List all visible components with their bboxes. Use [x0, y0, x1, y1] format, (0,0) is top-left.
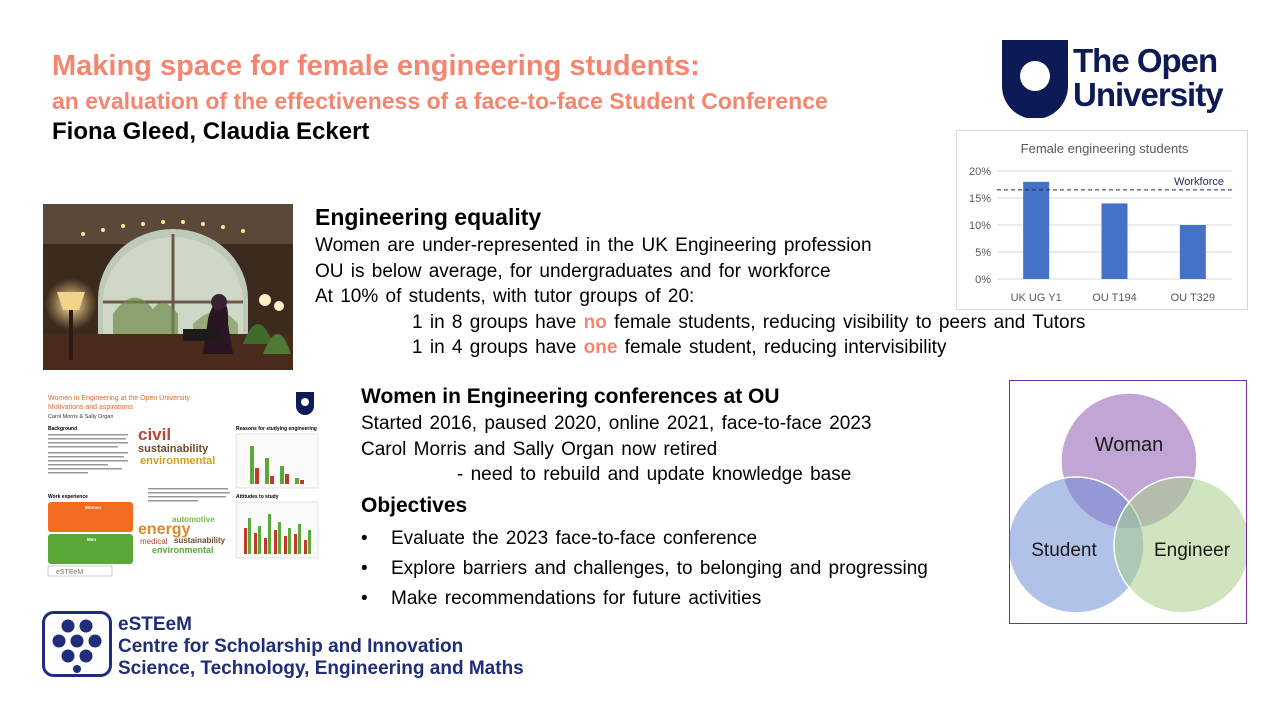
- page-subtitle: an evaluation of the effectiveness of a face-to-face Student Conference: [52, 88, 828, 114]
- conferences-line-1: Started 2016, paused 2020, online 2021, face-to-face 2023: [361, 413, 872, 434]
- bullet-2-emphasis: one: [583, 337, 618, 358]
- photo-woman-at-window: [43, 204, 293, 370]
- bullet-2-pre: 1 in 4 groups have: [412, 337, 584, 358]
- bullet-2-post: female student, reducing intervisibility: [617, 337, 947, 358]
- page-title: Making space for female engineering students:: [52, 50, 700, 82]
- equality-bullet-2: [315, 335, 1085, 361]
- venn-label-woman: Woman: [1094, 434, 1164, 456]
- chart-ytick-label: 10%: [968, 220, 991, 232]
- chart-title: Female engineering students: [1020, 141, 1189, 156]
- objective-item: [361, 524, 928, 554]
- poster-word-sustainability: sustainability: [138, 443, 209, 455]
- objective-text: Make recommendations for future activities: [391, 587, 762, 609]
- engineering-equality-heading: Engineering equality: [315, 204, 542, 230]
- bullet-1-post: female students, reducing visibility to peers and Tutors: [606, 311, 1086, 333]
- poster-word-sustainability-2: sustainability: [174, 536, 226, 545]
- esteem-centre: Centre for Scholarship and Innovation: [118, 636, 464, 657]
- bullet-icon: •: [361, 587, 368, 609]
- chart-ytick-label: 0%: [975, 274, 991, 286]
- bullet-1-emphasis: no: [583, 311, 607, 333]
- objective-text: Explore barriers and challenges, to belonging and progressing: [391, 557, 928, 579]
- chart-bar: [1102, 203, 1128, 279]
- ou-logo-text: [1073, 44, 1223, 112]
- venn-diagram: [1009, 380, 1247, 624]
- authors: Fiona Gleed, Claudia Eckert: [52, 118, 370, 145]
- esteem-name: eSTEeM: [118, 614, 192, 635]
- chart-ytick-label: 5%: [975, 247, 991, 259]
- conferences-line-3: - need to rebuild and update knowledge base: [457, 464, 852, 485]
- bullet-icon: •: [361, 527, 368, 549]
- poster-background-heading: Background: [48, 426, 78, 432]
- equality-line-3: At 10% of students, with tutor groups of 20:: [315, 286, 695, 307]
- bullet-icon: •: [361, 557, 368, 579]
- objective-item: [361, 584, 928, 614]
- poster-title: Women in Engineering at the Open University: [48, 395, 190, 402]
- poster-word-environmental: environmental: [140, 455, 216, 467]
- esteem-hexagon-logo: [42, 611, 112, 677]
- ou-logo-line1: The Open: [1073, 42, 1218, 79]
- chart-bar: [1180, 225, 1206, 279]
- poster-thumbnail: [40, 388, 330, 578]
- esteem-stem: Science, Technology, Engineering and Maths: [118, 658, 524, 679]
- poster-authors: Carol Morris & Sally Organ: [48, 414, 114, 420]
- chart-xtick-label: OU T194: [1092, 292, 1137, 304]
- engineering-equality-section: [315, 204, 1085, 361]
- poster-men-label: Men: [87, 537, 96, 542]
- poster-word-civil: civil: [138, 425, 172, 444]
- chart-ytick-label: 15%: [968, 193, 991, 205]
- poster-subtitle: Motivations and aspirations: [48, 404, 133, 411]
- poster-word-automotive: automotive: [172, 515, 215, 524]
- poster-esteem-logo: eSTEeM: [56, 569, 84, 576]
- bullet-1-pre: 1 in 8 groups have: [412, 311, 584, 333]
- objective-text: Evaluate the 2023 face-to-face conference: [391, 527, 758, 549]
- equality-line-2: OU is below average, for undergraduates and for workforce: [315, 260, 831, 282]
- equality-line-1: Women are under-represented in the UK Engineering profession: [315, 235, 872, 256]
- poster-word-energy: energy: [138, 521, 191, 538]
- esteem-text: [118, 613, 524, 680]
- equality-bullet-1: [315, 310, 1085, 336]
- poster-reasons-heading: Reasons for studying engineering: [236, 426, 317, 432]
- poster-work-heading: Work experience: [48, 494, 88, 500]
- ou-logo-line2: University: [1073, 76, 1223, 113]
- objectives-heading: Objectives: [361, 493, 468, 517]
- poster-attitudes-heading: Attitudes to study: [236, 494, 279, 500]
- objective-item: [361, 554, 928, 584]
- conferences-heading: Women in Engineering conferences at OU: [361, 385, 780, 408]
- chart-reference-label: Workforce: [1174, 175, 1224, 188]
- poster-word-medical: medical: [140, 537, 168, 546]
- venn-label-engineer: Engineer: [1153, 540, 1231, 561]
- conferences-section: [361, 385, 928, 614]
- objectives-list: [361, 524, 928, 614]
- ou-shield-icon: [1000, 38, 1070, 118]
- venn-label-student: Student: [1031, 540, 1097, 561]
- poster-women-label: Women: [85, 505, 102, 510]
- poster-word-environmental-2: environmental: [152, 545, 214, 555]
- conferences-line-2: Carol Morris and Sally Organ now retired: [361, 438, 718, 460]
- chart-xtick-label: OU T329: [1170, 292, 1216, 304]
- chart-xtick-label: UK UG Y1: [1010, 292, 1062, 304]
- chart-ytick-label: 20%: [968, 166, 991, 178]
